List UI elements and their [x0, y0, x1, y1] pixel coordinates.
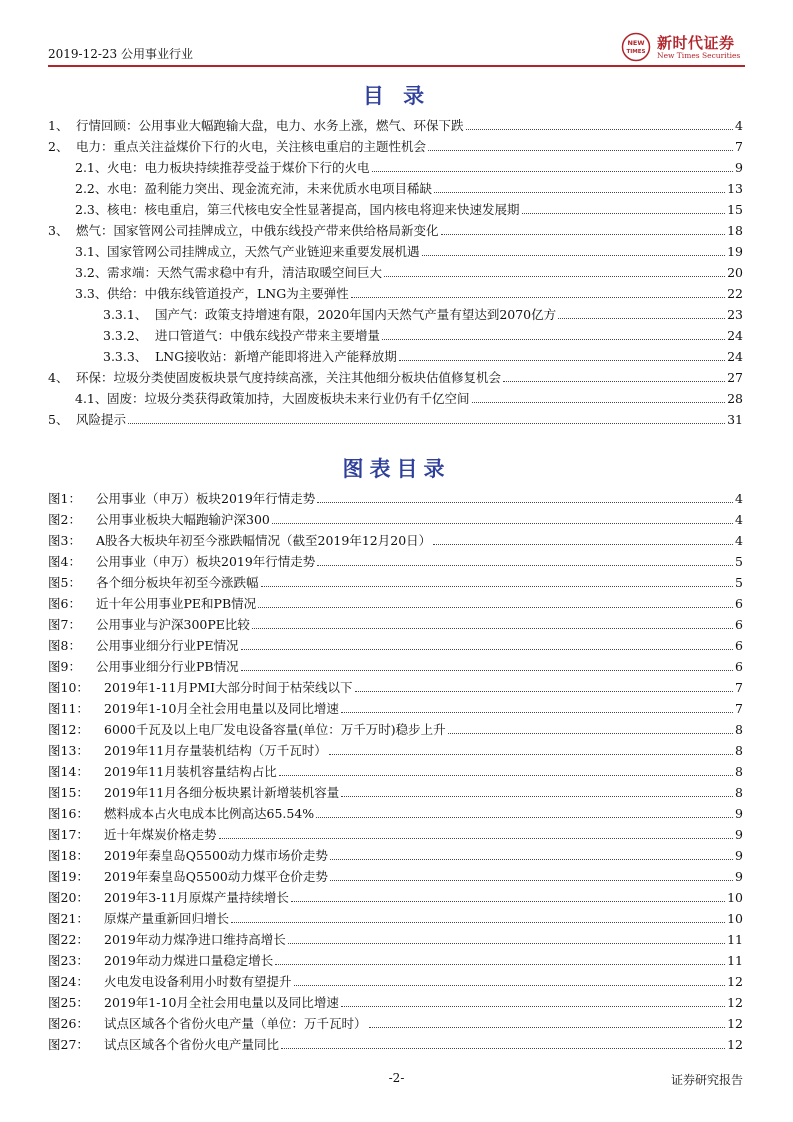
entry-number: 图26：	[48, 1016, 89, 1031]
page-header	[48, 28, 745, 64]
entry-number: 图24：	[48, 974, 89, 989]
dot-leader	[382, 338, 725, 340]
toc-entry[interactable]	[48, 196, 743, 217]
entry-title: 国家管网公司挂牌成立，天然气产业链迎来重要发展机遇	[107, 244, 420, 259]
entry-page: 18	[727, 223, 743, 238]
dot-leader	[281, 1047, 725, 1049]
toc-entry[interactable]	[48, 259, 743, 280]
entry-number: 4、	[48, 370, 69, 385]
toc-title: 目 录	[362, 83, 431, 108]
dot-leader	[466, 128, 734, 130]
entry-page: 13	[727, 181, 743, 196]
entry-page: 20	[727, 265, 743, 280]
dot-leader	[241, 669, 733, 671]
entry-title: 公用事业与沪深300PE比较	[96, 617, 250, 632]
entry-title: 环保：垃圾分类使固废板块景气度持续高涨，关注其他细分板块估值修复机会	[76, 370, 502, 385]
dot-leader	[291, 900, 725, 902]
dot-leader	[369, 1026, 726, 1028]
entry-number: 图6：	[48, 596, 81, 611]
entry-page: 5	[735, 554, 743, 569]
figure-entry[interactable]	[48, 863, 743, 884]
figure-entry[interactable]	[48, 674, 743, 695]
entry-title: 2019年11月各细分板块累计新增装机容量	[104, 785, 340, 800]
report-type-label: 证券研究报告	[670, 1073, 743, 1087]
entry-number: 图9：	[48, 659, 81, 674]
dot-leader	[372, 170, 734, 172]
entry-page: 9	[735, 806, 743, 821]
entry-page: 9	[735, 869, 743, 884]
figure-entry[interactable]	[48, 1031, 743, 1052]
entry-title: 2019年1-10月全社会用电量以及同比增速	[104, 995, 339, 1010]
dot-leader	[330, 858, 733, 860]
figure-entry[interactable]	[48, 884, 743, 905]
figure-entry[interactable]	[48, 779, 743, 800]
entry-number: 3.3、	[75, 286, 108, 301]
toc-entry[interactable]	[48, 343, 743, 364]
entry-page: 12	[727, 974, 743, 989]
entry-page: 4	[735, 512, 743, 527]
entry-number: 图19：	[48, 869, 89, 884]
entry-page: 11	[727, 932, 743, 947]
dot-leader	[261, 585, 734, 587]
entry-title: 供给：中俄东线管道投产，LNG为主要弹性	[107, 286, 349, 301]
entry-number: 图13：	[48, 743, 89, 758]
dot-leader	[317, 501, 733, 503]
entry-number: 图11：	[48, 701, 89, 716]
entry-title: 燃气：国家管网公司挂牌成立，中俄东线投产带来供给格局新变化	[76, 223, 439, 238]
entry-page: 12	[727, 995, 743, 1010]
entry-number: 图1：	[48, 491, 81, 506]
header-date-sector: 2019-12-23 公用事业行业	[48, 47, 194, 61]
entry-page: 12	[727, 1037, 743, 1052]
entry-number: 图25：	[48, 995, 89, 1010]
header-divider	[48, 65, 745, 67]
dot-leader	[128, 422, 725, 424]
dot-leader	[448, 732, 733, 734]
entry-title: 近十年煤炭价格走势	[104, 827, 217, 842]
entry-title: 公用事业细分行业PB情况	[96, 659, 239, 674]
figure-entry[interactable]	[48, 989, 743, 1010]
entry-number: 1、	[48, 118, 69, 133]
dot-leader	[341, 795, 733, 797]
entry-page: 7	[735, 701, 743, 716]
figure-entry[interactable]	[48, 632, 743, 653]
figure-entry[interactable]	[48, 590, 743, 611]
entry-title: 风险提示	[76, 412, 127, 427]
entry-title: 2019年秦皇岛Q5500动力煤平仓价走势	[104, 869, 328, 884]
entry-title: 原煤产量重新回归增长	[104, 911, 230, 926]
entry-page: 27	[727, 370, 743, 385]
entry-page: 9	[735, 827, 743, 842]
entry-title: 电力：重点关注益煤价下行的火电，关注核电重启的主题性机会	[76, 139, 427, 154]
toc-entry[interactable]	[48, 406, 743, 427]
dot-leader	[384, 275, 725, 277]
entry-number: 图23：	[48, 953, 89, 968]
figure-entry[interactable]	[48, 821, 743, 842]
entry-number: 图27：	[48, 1037, 89, 1052]
entry-page: 8	[735, 785, 743, 800]
entry-title: 公用事业细分行业PE情况	[96, 638, 239, 653]
entry-page: 8	[735, 743, 743, 758]
entry-page: 8	[735, 764, 743, 779]
entry-title: 2019年11月装机容量结构占比	[104, 764, 277, 779]
dot-leader	[472, 401, 726, 403]
entry-page: 19	[727, 244, 743, 259]
entry-number: 图10：	[48, 680, 89, 695]
dot-leader	[428, 149, 733, 151]
entry-title: 试点区域各个省份火电产量同比	[104, 1037, 280, 1052]
dot-leader	[434, 191, 725, 193]
logo-name-cn: 新时代证券	[657, 34, 735, 52]
figures-title: 图表目录	[342, 456, 451, 481]
entry-title: 火电：电力板块持续推荐受益于煤价下行的火电	[107, 160, 370, 175]
dot-leader	[433, 543, 733, 545]
entry-title: 试点区域各个省份火电产量（单位：万千瓦时）	[104, 1016, 367, 1031]
dot-leader	[329, 753, 733, 755]
dot-leader	[422, 254, 726, 256]
entry-number: 图14：	[48, 764, 89, 779]
entry-title: 核电：核电重启，第三代核电安全性显著提高，国内核电将迎来快速发展期	[107, 202, 520, 217]
entry-title: 燃料成本占火电成本比例高达65.54%	[104, 806, 315, 821]
entry-number: 图8：	[48, 638, 81, 653]
entry-number: 图2：	[48, 512, 81, 527]
toc-entry[interactable]	[48, 133, 743, 154]
entry-title: A股各大板块年初至今涨跌幅情况（截至2019年12月20日）	[96, 533, 432, 548]
entry-page: 11	[727, 953, 743, 968]
toc-entry[interactable]	[48, 364, 743, 385]
dot-leader	[252, 627, 733, 629]
entry-title: 公用事业（申万）板块2019年行情走势	[96, 491, 316, 506]
entry-number: 图21：	[48, 911, 89, 926]
entry-number: 图22：	[48, 932, 89, 947]
toc-list	[48, 112, 743, 427]
entry-number: 3.2、	[75, 265, 108, 280]
entry-page: 10	[727, 890, 743, 905]
figure-entry[interactable]	[48, 611, 743, 632]
entry-title: 近十年公用事业PE和PB情况	[96, 596, 257, 611]
toc-entry[interactable]	[48, 238, 743, 259]
entry-title: 2019年11月存量装机结构（万千瓦时）	[104, 743, 327, 758]
entry-title: 行情回顾：公用事业大幅跑输大盘，电力、水务上涨，燃气、环保下跌	[76, 118, 464, 133]
entry-page: 6	[735, 638, 743, 653]
entry-number: 图18：	[48, 848, 89, 863]
entry-page: 6	[735, 596, 743, 611]
dot-leader	[219, 837, 734, 839]
figure-entry[interactable]	[48, 653, 743, 674]
svg-text:NEW: NEW	[627, 39, 645, 47]
figure-entry[interactable]	[48, 926, 743, 947]
entry-number: 3.3.3、	[103, 349, 148, 364]
figure-entry[interactable]	[48, 506, 743, 527]
entry-number: 4.1、	[75, 391, 108, 406]
figure-entry[interactable]	[48, 485, 743, 506]
entry-page: 5	[735, 575, 743, 590]
dot-leader	[522, 212, 726, 214]
page-number: -2-	[388, 1071, 405, 1085]
toc-entry[interactable]	[48, 154, 743, 175]
entry-number: 图20：	[48, 890, 89, 905]
entry-number: 3.3.1、	[103, 307, 148, 322]
figure-entry[interactable]	[48, 1010, 743, 1031]
dot-leader	[330, 879, 733, 881]
entry-title: LNG接收站：新增产能即将进入产能释放期	[155, 349, 397, 364]
figure-entry[interactable]	[48, 737, 743, 758]
entry-page: 22	[727, 286, 743, 301]
dot-leader	[316, 816, 733, 818]
figure-entry[interactable]	[48, 758, 743, 779]
entry-page: 31	[727, 412, 743, 427]
entry-number: 2.3、	[75, 202, 108, 217]
entry-number: 2.2、	[75, 181, 108, 196]
entry-title: 2019年1-11月PMI大部分时间于枯荣线以下	[104, 680, 353, 695]
entry-page: 9	[735, 160, 743, 175]
entry-page: 28	[727, 391, 743, 406]
entry-number: 图5：	[48, 575, 81, 590]
figure-entry[interactable]	[48, 968, 743, 989]
dot-leader	[351, 296, 725, 298]
toc-entry[interactable]	[48, 322, 743, 343]
entry-number: 2、	[48, 139, 69, 154]
dot-leader	[241, 648, 734, 650]
entry-number: 3.1、	[75, 244, 108, 259]
dot-leader	[317, 564, 733, 566]
entry-page: 4	[735, 491, 743, 506]
dot-leader	[355, 690, 734, 692]
entry-page: 6	[735, 659, 743, 674]
entry-title: 公用事业（申万）板块2019年行情走势	[96, 554, 316, 569]
figure-entry[interactable]	[48, 695, 743, 716]
entry-page: 23	[727, 307, 743, 322]
figure-entry[interactable]	[48, 842, 743, 863]
figure-entry[interactable]	[48, 716, 743, 737]
entry-page: 9	[735, 848, 743, 863]
dot-leader	[441, 233, 726, 235]
toc-entry[interactable]	[48, 385, 743, 406]
dot-leader	[399, 359, 725, 361]
entry-page: 15	[727, 202, 743, 217]
entry-number: 图12：	[48, 722, 89, 737]
entry-title: 2019年1-10月全社会用电量以及同比增速	[104, 701, 339, 716]
entry-number: 3、	[48, 223, 69, 238]
entry-number: 图17：	[48, 827, 89, 842]
entry-title: 国产气：政策支持增速有限，2020年国内天然气产量有望达到2070亿方	[155, 307, 557, 322]
entry-number: 2.1、	[75, 160, 108, 175]
figure-entry[interactable]	[48, 800, 743, 821]
toc-entry[interactable]	[48, 175, 743, 196]
figures-list	[48, 485, 743, 1052]
entry-title: 2019年动力煤进口量稳定增长	[104, 953, 274, 968]
dot-leader	[279, 774, 733, 776]
figure-entry[interactable]	[48, 527, 743, 548]
entry-page: 4	[735, 118, 743, 133]
dot-leader	[275, 963, 725, 965]
entry-page: 8	[735, 722, 743, 737]
dot-leader	[503, 380, 725, 382]
entry-number: 图4：	[48, 554, 81, 569]
entry-title: 2019年动力煤净进口维持高增长	[104, 932, 286, 947]
entry-number: 图3：	[48, 533, 81, 548]
entry-title: 2019年秦皇岛Q5500动力煤市场价走势	[104, 848, 328, 863]
dot-leader	[272, 522, 733, 524]
entry-page: 7	[735, 139, 743, 154]
entry-title: 2019年3-11月原煤产量持续增长	[104, 890, 289, 905]
entry-title: 固废：垃圾分类获得政策加持，大固废板块未来行业仍有千亿空间	[107, 391, 470, 406]
svg-text:TIMES: TIMES	[626, 49, 646, 55]
figure-entry[interactable]	[48, 905, 743, 926]
entry-page: 24	[727, 328, 743, 343]
entry-page: 10	[727, 911, 743, 926]
entry-title: 各个细分板块年初至今涨跌幅	[96, 575, 259, 590]
dot-leader	[341, 711, 733, 713]
dot-leader	[288, 942, 725, 944]
entry-page: 12	[727, 1016, 743, 1031]
toc-entry[interactable]	[48, 301, 743, 322]
entry-number: 图7：	[48, 617, 81, 632]
dot-leader	[231, 921, 725, 923]
entry-number: 3.3.2、	[103, 328, 148, 343]
toc-entry[interactable]	[48, 112, 743, 133]
entry-title: 进口管道气：中俄东线投产带来主要增量	[155, 328, 381, 343]
logo-name-en: New Times Securities	[657, 51, 741, 60]
figure-entry[interactable]	[48, 947, 743, 968]
entry-title: 公用事业板块大幅跑输沪深300	[96, 512, 270, 527]
brand-logo	[621, 32, 745, 62]
logo-mark-icon	[621, 32, 651, 62]
entry-page: 6	[735, 617, 743, 632]
dot-leader	[294, 984, 726, 986]
figure-entry[interactable]	[48, 569, 743, 590]
figure-entry[interactable]	[48, 548, 743, 569]
entry-page: 24	[727, 349, 743, 364]
dot-leader	[258, 606, 733, 608]
entry-page: 7	[735, 680, 743, 695]
entry-title: 火电发电设备利用小时数有望提升	[104, 974, 292, 989]
entry-title: 水电：盈利能力突出、现金流充沛，未来优质水电项目稀缺	[107, 181, 433, 196]
entry-page: 4	[735, 533, 743, 548]
toc-entry[interactable]	[48, 280, 743, 301]
toc-entry[interactable]	[48, 217, 743, 238]
entry-title: 需求端：天然气需求稳中有升，清洁取暖空间巨大	[107, 265, 383, 280]
entry-number: 图16：	[48, 806, 89, 821]
entry-title: 6000千瓦及以上电厂发电设备容量(单位：万千万时)稳步上升	[104, 722, 446, 737]
entry-number: 5、	[48, 412, 69, 427]
dot-leader	[341, 1005, 725, 1007]
dot-leader	[558, 317, 725, 319]
entry-number: 图15：	[48, 785, 89, 800]
